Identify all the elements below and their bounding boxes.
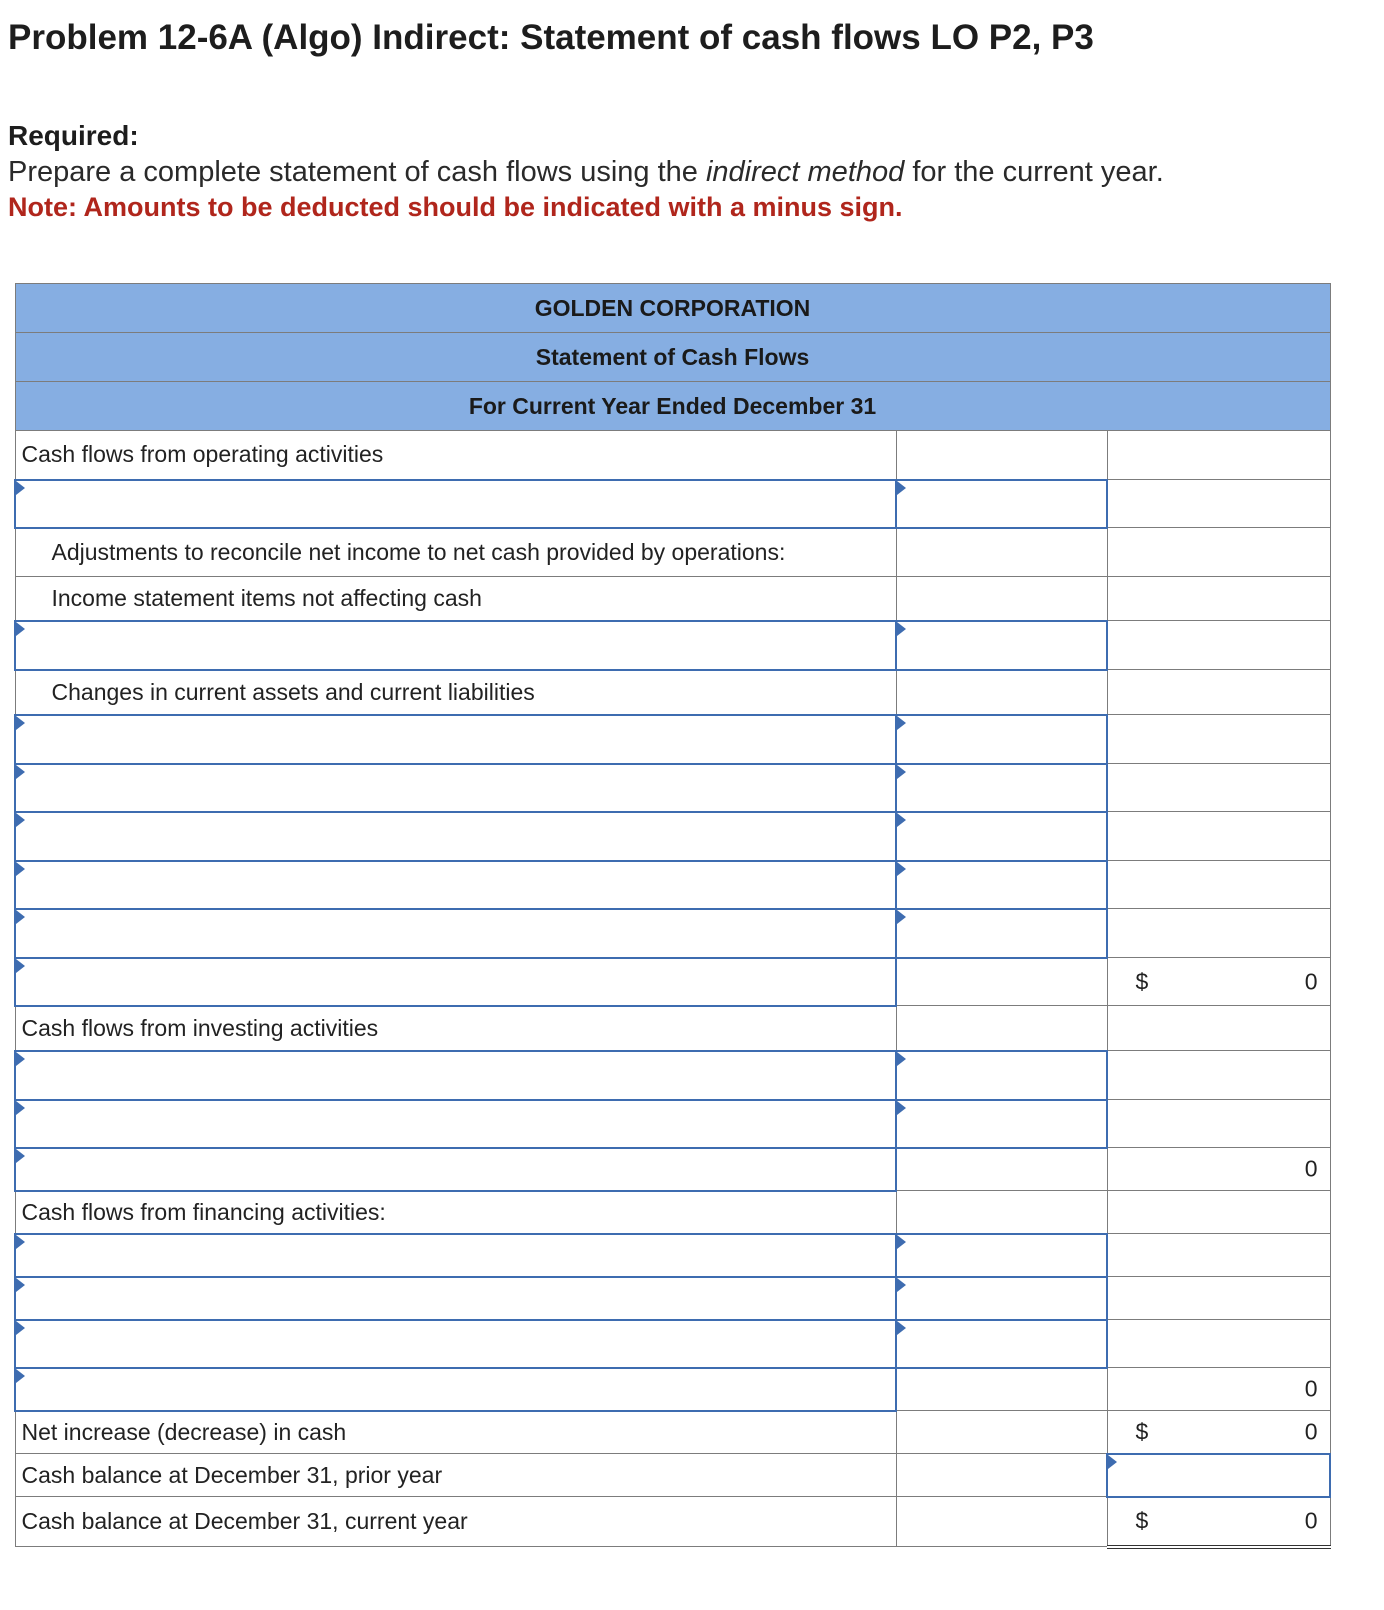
operating-total-amount: 0 (1304, 968, 1318, 994)
line-item-label-input[interactable] (16, 726, 895, 753)
investing-total-cell (1107, 1148, 1330, 1191)
header-company-row (15, 284, 1330, 333)
line-item-label-input[interactable] (16, 1376, 895, 1403)
operating-heading: Cash flows from operating activities (15, 431, 896, 480)
amount-cell[interactable] (896, 1234, 1107, 1277)
financing-total-row (15, 1368, 1330, 1411)
empty-cell (1107, 577, 1330, 621)
line-item-label-input[interactable] (16, 490, 895, 517)
currency-symbol: $ (1135, 1418, 1149, 1445)
current-balance-amount: 0 (1304, 1507, 1318, 1534)
empty-cell (1107, 431, 1330, 480)
financing-input-row (15, 1234, 1330, 1277)
amount-cell[interactable] (896, 1051, 1107, 1100)
amount-input[interactable] (897, 1062, 1106, 1089)
label-select-cell[interactable] (15, 1234, 896, 1277)
changes-input-row (15, 764, 1330, 812)
amount-input[interactable] (897, 920, 1106, 947)
label-select-cell[interactable] (15, 1368, 896, 1411)
empty-cell (1107, 1277, 1330, 1320)
empty-cell (896, 1191, 1107, 1234)
cash-flow-statement (14, 283, 1331, 1549)
empty-cell (1107, 764, 1330, 812)
net-change-amount: 0 (1304, 1418, 1318, 1445)
empty-cell (1107, 1320, 1330, 1368)
label-select-cell[interactable] (15, 1148, 896, 1191)
amount-input[interactable] (897, 871, 1106, 898)
line-item-label-input[interactable] (16, 1242, 895, 1269)
amount-input[interactable] (897, 490, 1106, 517)
empty-cell (1107, 861, 1330, 909)
currency-symbol: $ (1135, 1507, 1149, 1534)
financing-total-cell (1107, 1368, 1330, 1411)
line-item-label-input[interactable] (16, 774, 895, 801)
minus-sign-note: Note: Amounts to be deducted should be indicated with a minus sign. (8, 192, 903, 222)
label-select-cell[interactable] (15, 764, 896, 812)
line-item-label-input[interactable] (16, 1062, 895, 1089)
label-select-cell[interactable] (15, 812, 896, 861)
amount-input[interactable] (897, 774, 1106, 801)
line-item-label-input[interactable] (16, 968, 895, 995)
label-select-cell[interactable] (15, 909, 896, 958)
current-balance-cell (1107, 1497, 1330, 1547)
empty-cell (1107, 480, 1330, 528)
amount-input[interactable] (897, 823, 1106, 850)
empty-cell (896, 1454, 1107, 1497)
label-select-cell[interactable] (15, 715, 896, 764)
investing-heading-row (15, 1006, 1330, 1051)
noncash-row (15, 577, 1330, 621)
empty-cell (1107, 1234, 1330, 1277)
prior-balance-input[interactable] (1108, 1462, 1329, 1489)
financing-input-row (15, 1320, 1330, 1368)
statement-period: For Current Year Ended December 31 (15, 382, 1330, 431)
amount-cell[interactable] (896, 1320, 1107, 1368)
amount-cell[interactable] (896, 1100, 1107, 1148)
line-item-label-input[interactable] (16, 871, 895, 898)
amount-input[interactable] (897, 1330, 1106, 1357)
operating-total-cell (1107, 958, 1330, 1006)
empty-cell (896, 577, 1107, 621)
line-item-label-input[interactable] (16, 1285, 895, 1312)
investing-input-row (15, 1100, 1330, 1148)
amount-cell[interactable] (896, 909, 1107, 958)
amount-input[interactable] (897, 1285, 1106, 1312)
changes-input-row (15, 812, 1330, 861)
amount-cell[interactable] (896, 1277, 1107, 1320)
operating-heading-row (15, 431, 1330, 480)
line-item-label-input[interactable] (16, 1330, 895, 1357)
operating-input-row (15, 480, 1330, 528)
net-change-cell (1107, 1411, 1330, 1454)
empty-cell (1107, 812, 1330, 861)
empty-cell (1107, 909, 1330, 958)
operating-total-row (15, 958, 1330, 1006)
prior-balance-cell[interactable] (1107, 1454, 1330, 1497)
required-text-emphasis: indirect method (705, 156, 905, 188)
amount-cell[interactable] (896, 715, 1107, 764)
empty-cell (1107, 715, 1330, 764)
empty-cell (896, 958, 1107, 1006)
empty-cell (896, 528, 1107, 577)
label-select-cell[interactable] (15, 480, 896, 528)
net-change-row (15, 1411, 1330, 1454)
changes-label: Changes in current assets and current liabilities (15, 670, 896, 715)
empty-cell (896, 1368, 1107, 1411)
noncash-label: Income statement items not affecting cash (15, 577, 896, 621)
line-item-label-input[interactable] (16, 823, 895, 850)
header-period-row (15, 382, 1330, 431)
required-text-start: Prepare a complete statement of cash flows using the (8, 156, 706, 188)
label-select-cell[interactable] (15, 1100, 896, 1148)
empty-cell (896, 1411, 1107, 1454)
financing-heading-row (15, 1191, 1330, 1234)
current-balance-label: Cash balance at December 31, current year (15, 1497, 896, 1547)
financing-heading: Cash flows from financing activities: (15, 1191, 896, 1234)
line-item-label-input[interactable] (16, 920, 895, 947)
changes-input-row (15, 909, 1330, 958)
label-select-cell[interactable] (15, 1277, 896, 1320)
prior-balance-row (15, 1454, 1330, 1497)
company-name: GOLDEN CORPORATION (15, 284, 1330, 333)
amount-cell[interactable] (896, 480, 1107, 528)
empty-cell (896, 1148, 1107, 1191)
empty-cell (896, 670, 1107, 715)
statement-name: Statement of Cash Flows (15, 333, 1330, 382)
required-text-end: for the current year. (904, 156, 1164, 188)
current-balance-row (15, 1497, 1330, 1547)
noncash-input-row (15, 621, 1330, 670)
currency-symbol: $ (1135, 968, 1149, 994)
empty-cell (1107, 528, 1330, 577)
adjustments-label: Adjustments to reconcile net income to net cash provided by operations: (15, 528, 896, 577)
empty-cell (1107, 1100, 1330, 1148)
net-change-label: Net increase (decrease) in cash (15, 1411, 896, 1454)
amount-input[interactable] (897, 1110, 1106, 1137)
header-statement-row (15, 333, 1330, 382)
investing-heading: Cash flows from investing activities (15, 1006, 896, 1051)
amount-cell[interactable] (896, 861, 1107, 909)
investing-total-row (15, 1148, 1330, 1191)
required-label: Required: (8, 120, 139, 151)
empty-cell (896, 431, 1107, 480)
empty-cell (1107, 1006, 1330, 1051)
label-select-cell[interactable] (15, 861, 896, 909)
amount-cell[interactable] (896, 812, 1107, 861)
changes-input-row (15, 861, 1330, 909)
problem-title: Problem 12-6A (Algo) Indirect: Statement of cash flows LO P2, P3 (8, 18, 1094, 57)
investing-input-row (15, 1051, 1330, 1100)
financing-total-amount: 0 (1304, 1375, 1318, 1402)
line-item-label-input[interactable] (16, 1110, 895, 1137)
changes-input-row (15, 715, 1330, 764)
changes-row (15, 670, 1330, 715)
amount-input[interactable] (897, 726, 1106, 753)
adjustments-row (15, 528, 1330, 577)
label-select-cell[interactable] (15, 621, 896, 670)
amount-input[interactable] (897, 632, 1106, 659)
label-select-cell[interactable] (15, 1051, 896, 1100)
required-instructions (8, 156, 1164, 189)
empty-cell (1107, 621, 1330, 670)
amount-cell[interactable] (896, 764, 1107, 812)
prior-balance-label: Cash balance at December 31, prior year (15, 1454, 896, 1497)
line-item-label-input[interactable] (16, 1156, 895, 1183)
financing-input-row (15, 1277, 1330, 1320)
empty-cell (896, 1006, 1107, 1051)
amount-cell[interactable] (896, 621, 1107, 670)
empty-cell (1107, 1191, 1330, 1234)
investing-total-amount: 0 (1304, 1155, 1318, 1182)
line-item-label-input[interactable] (16, 632, 895, 659)
empty-cell (1107, 670, 1330, 715)
empty-cell (1107, 1051, 1330, 1100)
label-select-cell[interactable] (15, 1320, 896, 1368)
label-select-cell[interactable] (15, 958, 896, 1006)
empty-cell (896, 1497, 1107, 1547)
amount-input[interactable] (897, 1242, 1106, 1269)
